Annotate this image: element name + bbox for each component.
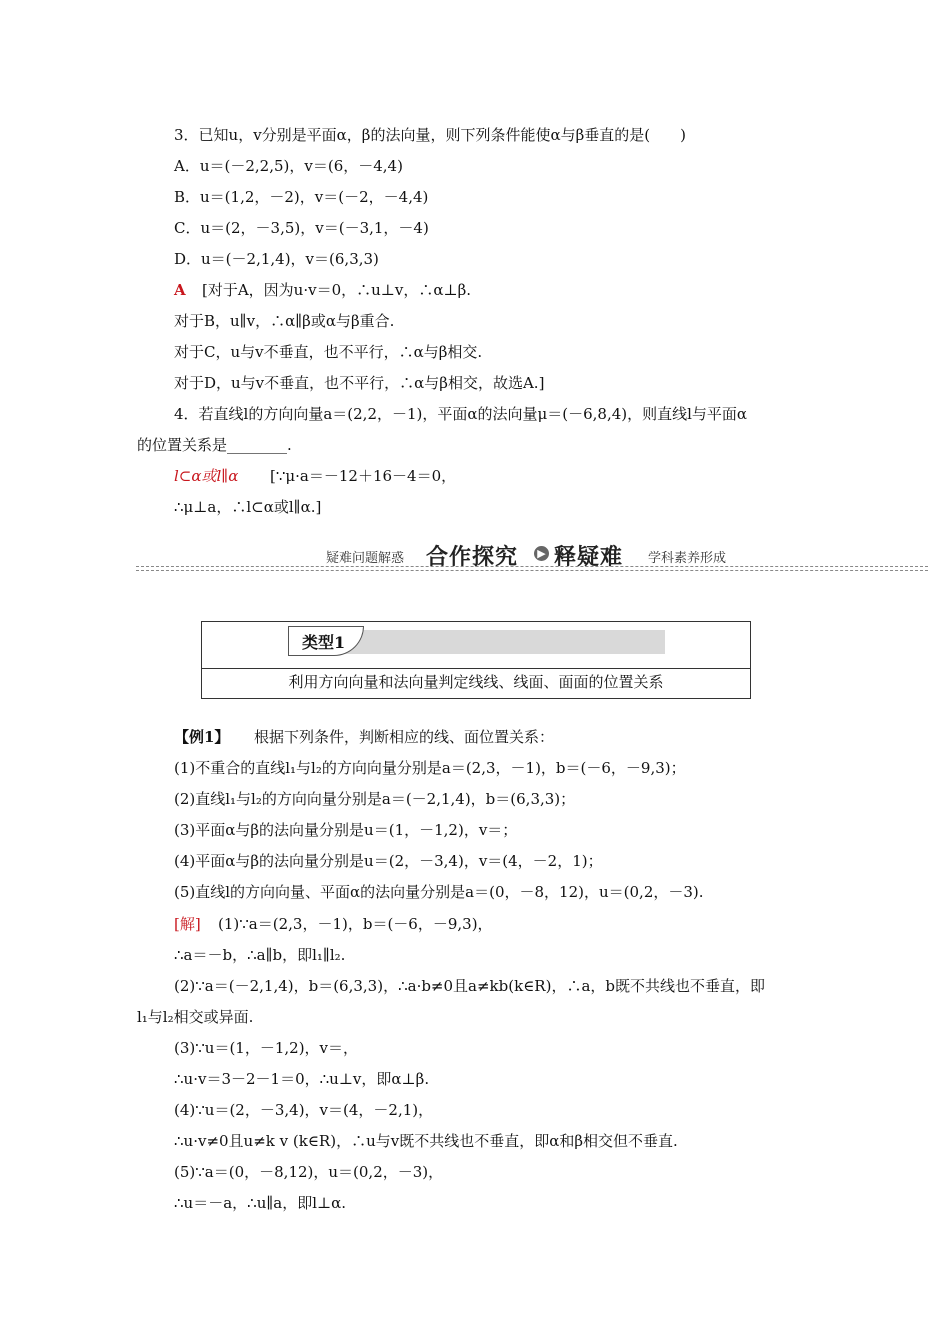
banner-left-text: 疑难问题解惑 bbox=[326, 551, 405, 566]
q3-option-b: B．u＝(1,2，－2)，v＝(－2，－4,4) bbox=[174, 188, 429, 206]
example-tag: 【例1】 bbox=[174, 728, 230, 746]
example-condition: (5)直线l的方向向量、平面α的法向量分别是a＝(0，－8，12)，u＝(0,2，－3). bbox=[174, 883, 704, 901]
solution-line: (3)∵u＝(1，－1,2)，v＝， bbox=[174, 1039, 359, 1057]
q3-option-d: D．u＝(－2,1,4)，v＝(6,3,3) bbox=[174, 250, 379, 268]
q3-solution-line: 对于C，u与v不垂直，也不平行，∴α与β相交. bbox=[174, 343, 483, 361]
example-condition: (2)直线l₁与l₂的方向向量分别是a＝(－2,1,4)，b＝(6,3,3)； bbox=[174, 790, 576, 808]
banner-divider bbox=[136, 570, 928, 571]
solution-line: ∴a＝－b，∴a∥b，即l₁∥l₂. bbox=[174, 946, 346, 964]
solution-line: (4)∵u＝(2，－3,4)，v＝(4，－2,1)， bbox=[174, 1101, 434, 1119]
banner-divider bbox=[136, 566, 928, 567]
q4-solution-line: [∵μ·a＝－12＋16－4＝0， bbox=[270, 467, 457, 485]
q3-solution-line: 对于B，u∥v，∴α∥β或α与β重合. bbox=[174, 312, 395, 330]
q4-solution-line: ∴μ⊥a，∴l⊂α或l∥α.] bbox=[174, 498, 322, 516]
q3-solution-line: [对于A，因为u·v＝0，∴u⊥v，∴α⊥β. bbox=[202, 281, 472, 299]
q3-option-c: C．u＝(2，－3,5)，v＝(－3,1，－4) bbox=[174, 219, 429, 237]
banner-arrow-icon: ▶ bbox=[534, 546, 549, 561]
q4-answer: l⊂α或l∥α bbox=[174, 467, 239, 485]
solution-line: ∴u·v≠0且u≠k v (k∈R)，∴u与v既不共线也不垂直，即α和β相交但不垂直. bbox=[174, 1132, 678, 1150]
example-condition: (4)平面α与β的法向量分别是u＝(2，－3,4)，v＝(4，－2，1)； bbox=[174, 852, 603, 870]
solution-line: ∴u＝－a，∴u∥a，即l⊥α. bbox=[174, 1194, 347, 1212]
type-label: 类型1 bbox=[302, 633, 346, 652]
q4-stem: 4．若直线l的方向向量a＝(2,2，－1)，平面α的法向量μ＝(－6,8,4)，则直线l与平面α bbox=[174, 405, 748, 423]
q3-option-a: A．u＝(－2,2,5)，v＝(6，－4,4) bbox=[174, 157, 403, 175]
solution-line: (1)∵a＝(2,3，－1)，b＝(－6，－9,3)， bbox=[218, 915, 493, 933]
type-title: 利用方向向量和法向量判定线线、线面、面面的位置关系 bbox=[288, 673, 664, 691]
q3-solution-line: 对于D，u与v不垂直，也不平行，∴α与β相交，故选A.] bbox=[174, 374, 545, 392]
solution-line: (2)∵a＝(－2,1,4)，b＝(6,3,3)，∴a·b≠0且a≠kb(k∈R)，∴a，b既不共线也不垂直，即 bbox=[174, 977, 765, 995]
banner-title-part1: 合作探究 bbox=[426, 545, 519, 570]
q3-answer: A bbox=[174, 281, 186, 299]
banner-right-text: 学科素养形成 bbox=[648, 551, 727, 566]
banner-title-part2: 释疑难 bbox=[554, 545, 624, 570]
type-box bbox=[201, 621, 751, 699]
q3-stem: 3．已知u，v分别是平面α，β的法向量，则下列条件能使α与β垂直的是( ) bbox=[174, 126, 686, 144]
example-condition: (3)平面α与β的法向量分别是u＝(1，－1,2)，v＝； bbox=[174, 821, 518, 839]
q4-stem-continued: 的位置关系是________. bbox=[137, 436, 292, 454]
example-intro: 根据下列条件，判断相应的线、面位置关系： bbox=[254, 728, 555, 746]
type-divider bbox=[202, 668, 750, 669]
solution-line: ∴u·v＝3－2－1＝0，∴u⊥v，即α⊥β. bbox=[174, 1070, 430, 1088]
solution-line: (5)∵a＝(0，－8,12)，u＝(0,2，－3)， bbox=[174, 1163, 444, 1181]
example-condition: (1)不重合的直线l₁与l₂的方向向量分别是a＝(2,3，－1)，b＝(－6，－9,3)； bbox=[174, 759, 686, 777]
solution-line: l₁与l₂相交或异面. bbox=[137, 1008, 254, 1026]
solution-tag: [解] bbox=[174, 915, 201, 933]
